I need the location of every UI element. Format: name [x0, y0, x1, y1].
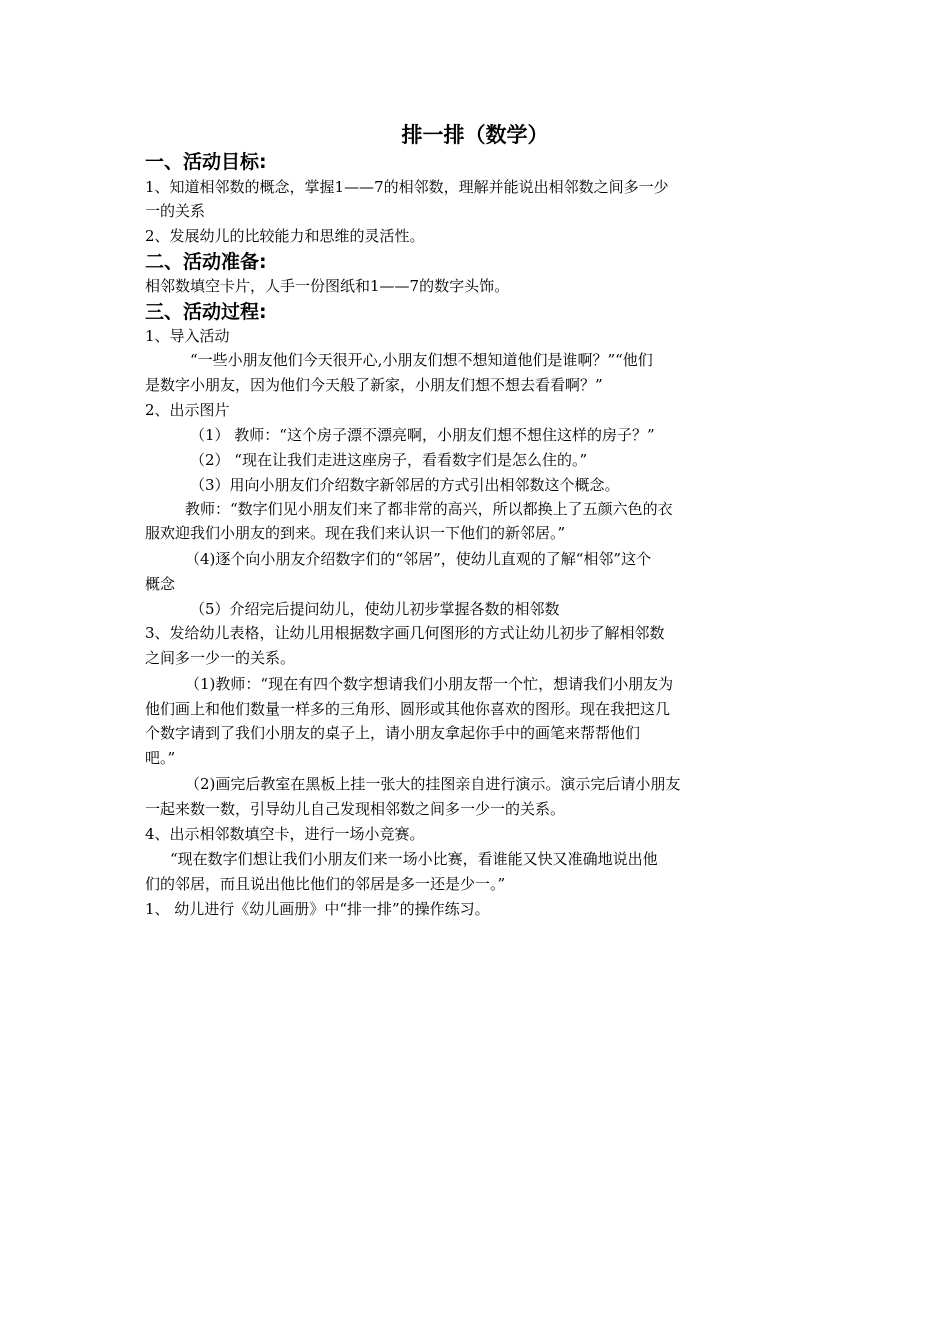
- process-line: 概念: [145, 575, 176, 593]
- process-line: （1） 教师：“这个房子漂不漂亮啊，小朋友们想不想住这样的房子？”: [190, 426, 655, 444]
- process-line: 个数字请到了我们小朋友的桌子上，请小朋友拿起你手中的画笔来帮帮他们: [145, 724, 641, 742]
- process-line: 们的邻居，而且说出他比他们的邻居是多一还是少一。”: [145, 875, 506, 893]
- process-line: 2、出示图片: [145, 401, 230, 419]
- objective-line: 1、知道相邻数的概念，掌握1——7的相邻数，理解并能说出相邻数之间多一少: [145, 178, 669, 196]
- process-line: 是数字小朋友，因为他们今天般了新家，小朋友们想不想去看看啊？”: [145, 376, 603, 394]
- process-line: 3、发给幼儿表格，让幼儿用根据数字画几何图形的方式让幼儿初步了解相邻数: [145, 624, 665, 642]
- process-line: （1)教师：“现在有四个数字想请我们小朋友帮一个忙，想请我们小朋友为: [185, 675, 674, 693]
- page-title: 排一排（数学）: [401, 123, 549, 147]
- section-heading-process: 三、活动过程:: [145, 301, 267, 323]
- section-heading-preparation: 二、活动准备:: [145, 251, 267, 273]
- process-line: 1、 幼儿进行《幼儿画册》中“排一排”的操作练习。: [145, 900, 490, 918]
- process-line: （2)画完后教室在黑板上挂一张大的挂图亲自进行演示。演示完后请小朋友: [185, 775, 681, 793]
- process-line: 一起来数一数，引导幼儿自己发现相邻数之间多一少一的关系。: [145, 800, 566, 818]
- objective-line: 2、发展幼儿的比较能力和思维的灵活性。: [145, 227, 425, 245]
- process-line: 之间多一少一的关系。: [145, 649, 296, 667]
- process-line: 4、出示相邻数填空卡，进行一场小竞赛。: [145, 825, 425, 843]
- process-line: （4)逐个向小朋友介绍数字们的“邻居”，使幼儿直观的了解“相邻”这个: [185, 550, 652, 568]
- objective-line: 一的关系: [145, 202, 206, 220]
- process-line: 他们画上和他们数量一样多的三角形、圆形或其他你喜欢的图形。现在我把这几: [145, 700, 671, 718]
- process-line: “一些小朋友他们今天很开心,小朋友们想不想知道他们是谁啊？”“他们: [190, 351, 653, 369]
- process-line: （2） “现在让我们走进这座房子，看看数字们是怎么住的。”: [190, 451, 588, 469]
- process-line: （5）介绍完后提问幼儿，使幼儿初步掌握各数的相邻数: [190, 600, 560, 618]
- section-heading-objectives: 一、活动目标:: [145, 151, 267, 173]
- process-line: 1、导入活动: [145, 327, 230, 345]
- process-line: “现在数字们想让我们小朋友们来一场小比赛，看谁能又快又准确地说出他: [170, 850, 658, 868]
- process-line: 教师：“数字们见小朋友们来了都非常的高兴，所以都换上了五颜六色的衣: [185, 500, 673, 518]
- process-line: 服欢迎我们小朋友的到来。现在我们来认识一下他们的新邻居。”: [145, 524, 566, 542]
- preparation-line: 相邻数填空卡片，人手一份图纸和1——7的数字头饰。: [145, 277, 510, 295]
- process-line: 吧。”: [145, 749, 176, 767]
- process-line: （3）用向小朋友们介绍数字新邻居的方式引出相邻数这个概念。: [190, 476, 620, 494]
